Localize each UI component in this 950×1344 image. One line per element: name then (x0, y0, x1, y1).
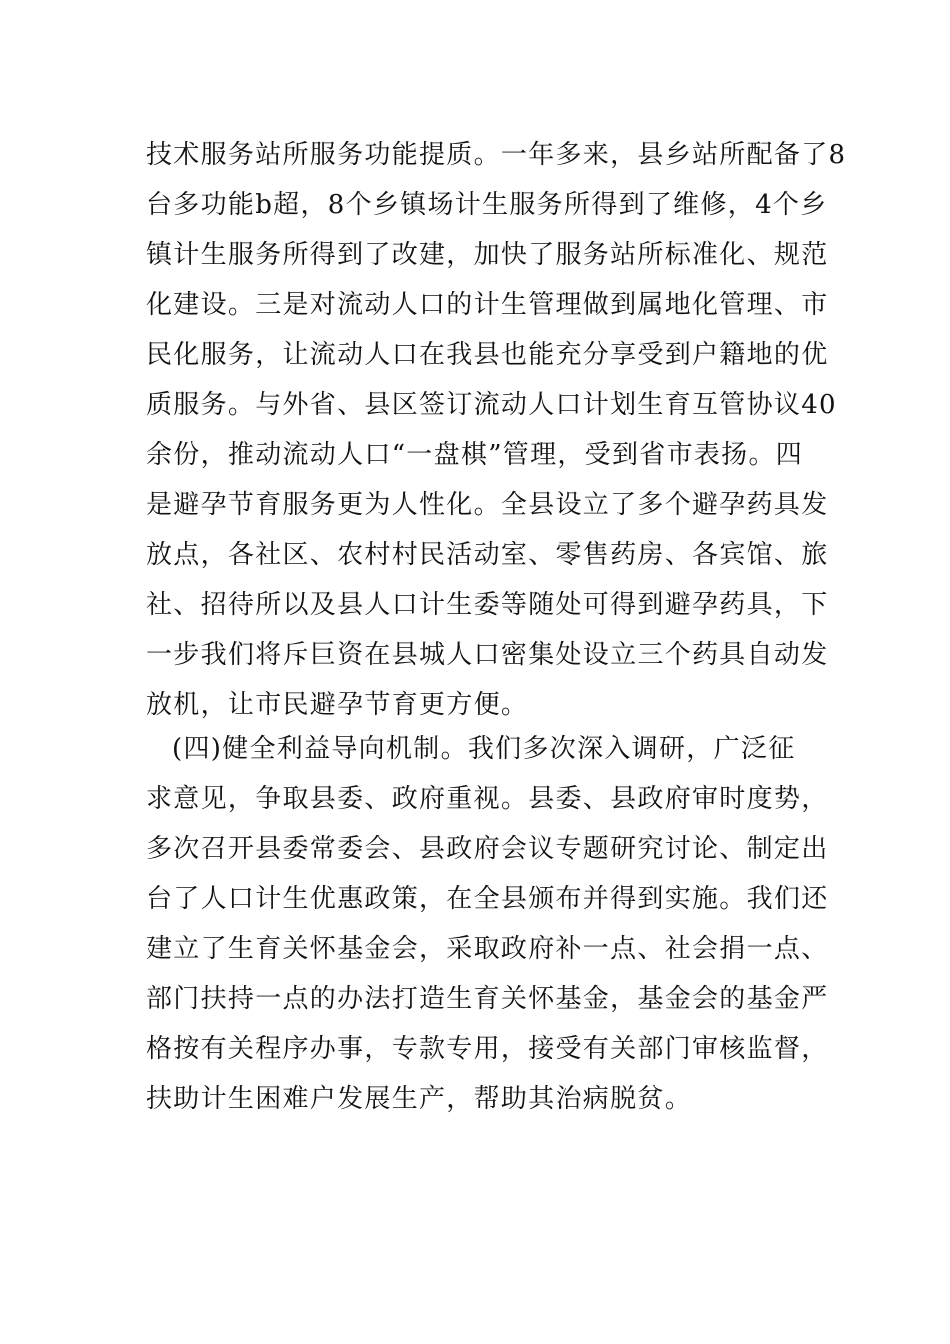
text-line: 化建设。三是对流动人口的计生管理做到属地化管理、市 (146, 290, 829, 320)
text-line: 余份，推动流动人口“一盘棋”管理，受到省市表扬。四 (146, 440, 804, 470)
text-line: 求意见，争取县委、政府重视。县委、县政府审时度势， (146, 784, 829, 814)
text-line: 格按有关程序办事，专款专用，接受有关部门审核监督， (146, 1034, 829, 1064)
text-line: 是避孕节育服务更为人性化。全县设立了多个避孕药具发 (146, 490, 829, 520)
text-line-indented: (四)健全利益导向机制。我们多次深入调研，广泛征 (172, 734, 796, 764)
text-line: 镇计生服务所得到了改建，加快了服务站所标准化、规范 (146, 240, 829, 270)
text-line: 台了人口计生优惠政策，在全县颁布并得到实施。我们还 (146, 884, 829, 914)
text-line: 部门扶持一点的办法打造生育关怀基金，基金会的基金严 (146, 984, 829, 1014)
text-line: 建立了生育关怀基金会，采取政府补一点、社会捐一点、 (146, 934, 829, 964)
text-line: 放机，让市民避孕节育更方便。 (146, 690, 529, 720)
text-line: 质服务。与外省、县区签订流动人口计划生育互管协议40 (146, 390, 837, 420)
text-line: 技术服务站所服务功能提质。一年多来，县乡站所配备了8 (146, 140, 847, 170)
paragraph-2 (146, 724, 846, 1124)
text-line: 放点，各社区、农村村民活动室、零售药房、各宾馆、旅 (146, 540, 829, 570)
text-line: 社、招待所以及县人口计生委等随处可得到避孕药具，下 (146, 590, 829, 620)
text-line: 民化服务，让流动人口在我县也能充分享受到户籍地的优 (146, 340, 829, 370)
text-line: 一步我们将斥巨资在县城人口密集处设立三个药具自动发 (146, 640, 829, 670)
paragraph-1 (146, 130, 846, 730)
text-line: 多次召开县委常委会、县政府会议专题研究讨论、制定出 (146, 834, 829, 864)
text-line: 扶助计生困难户发展生产，帮助其治病脱贫。 (146, 1084, 693, 1114)
text-line: 台多功能b超，8个乡镇场计生服务所得到了维修，4个乡 (146, 190, 828, 220)
